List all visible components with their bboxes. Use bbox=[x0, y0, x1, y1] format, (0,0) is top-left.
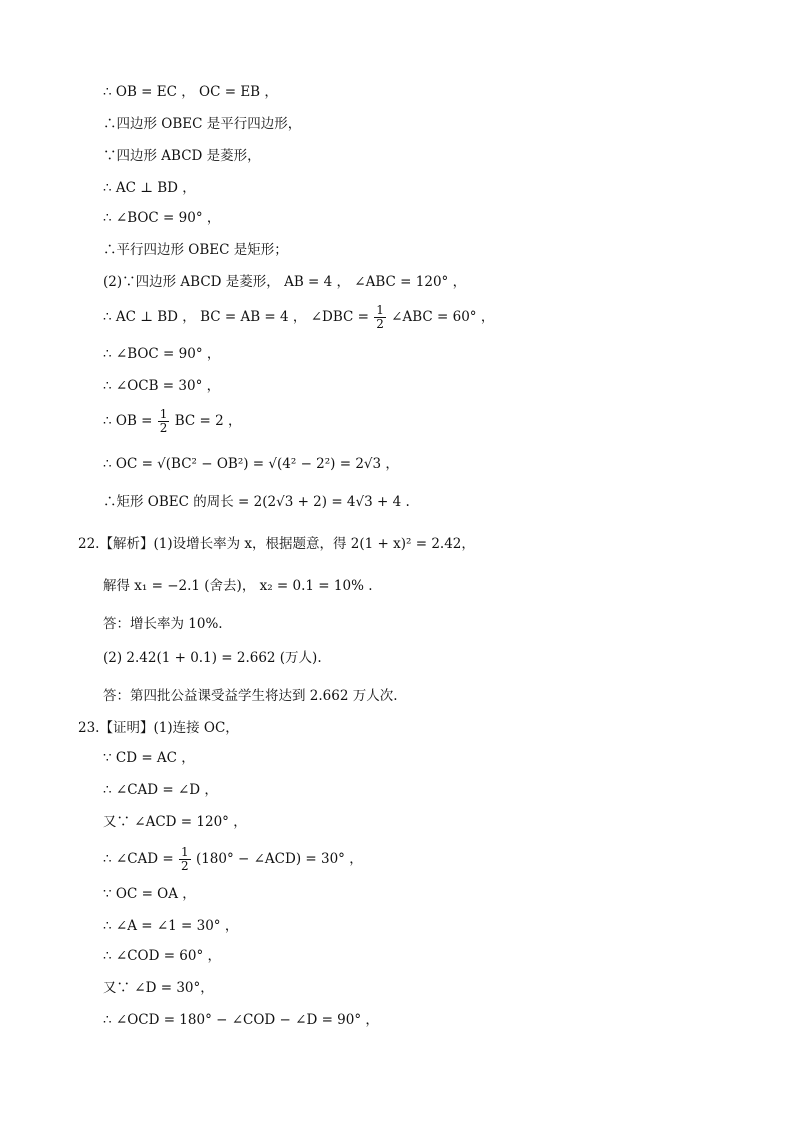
part2-oc-value: ∴ OC = √(BC² − OB²) = √(4² − 2²) = 2√3 ， bbox=[103, 456, 399, 472]
part2-perimeter: ∴矩形 OBEC 的周长 = 2(2√3 + 2) = 4√3 + 4 . bbox=[103, 494, 410, 510]
q23-angle-cod: ∴ ∠COD = 60° ， bbox=[103, 948, 222, 964]
proof-line-parallelogram: ∴四边形 OBEC 是平行四边形， bbox=[103, 116, 302, 132]
part2-angle-ocb: ∴ ∠OCB = 30° ， bbox=[103, 378, 221, 394]
fraction-half bbox=[179, 846, 191, 873]
fraction-denominator: 2 bbox=[376, 317, 384, 331]
part2-premise: (2)∵四边形 ABCD 是菱形， AB = 4 ， ∠ABC = 120° ， bbox=[103, 274, 467, 290]
fraction-denominator: 2 bbox=[159, 421, 168, 435]
fraction-numerator: 1 bbox=[181, 845, 189, 859]
fraction-denominator: 2 bbox=[181, 859, 189, 873]
proof-line-rectangle: ∴平行四边形 OBEC 是矩形； bbox=[103, 242, 288, 258]
q23-cd-ac: ∵ CD = AC ， bbox=[103, 750, 195, 766]
part2-angle-boc: ∴ ∠BOC = 90° ， bbox=[103, 346, 221, 362]
proof-line-angle-boc: ∴ ∠BOC = 90° ， bbox=[103, 210, 221, 226]
proof-line-perpendicular: ∴ AC ⊥ BD ， bbox=[103, 180, 196, 196]
proof-line-rhombus: ∵四边形 ABCD 是菱形， bbox=[103, 148, 261, 164]
part2-ob-value bbox=[103, 408, 242, 435]
part2-angle-dbc bbox=[103, 304, 494, 331]
proof-line-ob-ec: ∴ OB = EC ， OC = EB ， bbox=[103, 84, 278, 100]
q22-answer2: 答：第四批公益课受益学生将达到 2.662 万人次. bbox=[103, 688, 398, 704]
q23-angle-cad-d: ∴ ∠CAD = ∠D ， bbox=[103, 782, 218, 798]
fraction-half bbox=[158, 408, 170, 435]
part2-angle-dbc-right: ∠ABC = 60° ， bbox=[391, 309, 495, 325]
q22-answer1: 答：增长率为 10%. bbox=[103, 616, 223, 632]
part2-angle-dbc-left: ∴ AC ⊥ BD ， BC = AB = 4 ， ∠DBC = bbox=[103, 309, 369, 325]
q23-angle-acd: 又∵ ∠ACD = 120° ， bbox=[103, 814, 247, 830]
part2-ob-right: BC = 2 ， bbox=[174, 413, 242, 429]
q22-part2: (2) 2.42(1 + 0.1) = 2.662 (万人). bbox=[103, 650, 322, 666]
part2-ob-left: ∴ OB = bbox=[103, 413, 153, 429]
q23-angle-ocd: ∴ ∠OCD = 180° − ∠COD − ∠D = 90° ， bbox=[103, 1012, 379, 1028]
q23-oc-oa: ∵ OC = OA ， bbox=[103, 886, 196, 902]
q22-solve: 解得 x₁ = −2.1 (舍去)， x₂ = 0.1 = 10% . bbox=[103, 578, 373, 594]
q23-angle-cad-value bbox=[103, 846, 363, 873]
q23-angle-d: 又∵ ∠D = 30°， bbox=[103, 980, 214, 996]
fraction-numerator: 1 bbox=[376, 303, 384, 317]
q23-cad-left: ∴ ∠CAD = bbox=[103, 851, 174, 867]
fraction-numerator: 1 bbox=[159, 407, 168, 421]
q23-cad-right: (180° − ∠ACD) = 30° ， bbox=[195, 851, 363, 867]
question-22-heading: 22.【解析】(1)设增长率为 x，根据题意，得 2(1 + x)² = 2.42， bbox=[78, 536, 475, 552]
question-23-heading: 23.【证明】(1)连接 OC， bbox=[78, 720, 239, 736]
q23-angle-a: ∴ ∠A = ∠1 = 30° ， bbox=[103, 918, 239, 934]
fraction-half bbox=[374, 304, 386, 331]
